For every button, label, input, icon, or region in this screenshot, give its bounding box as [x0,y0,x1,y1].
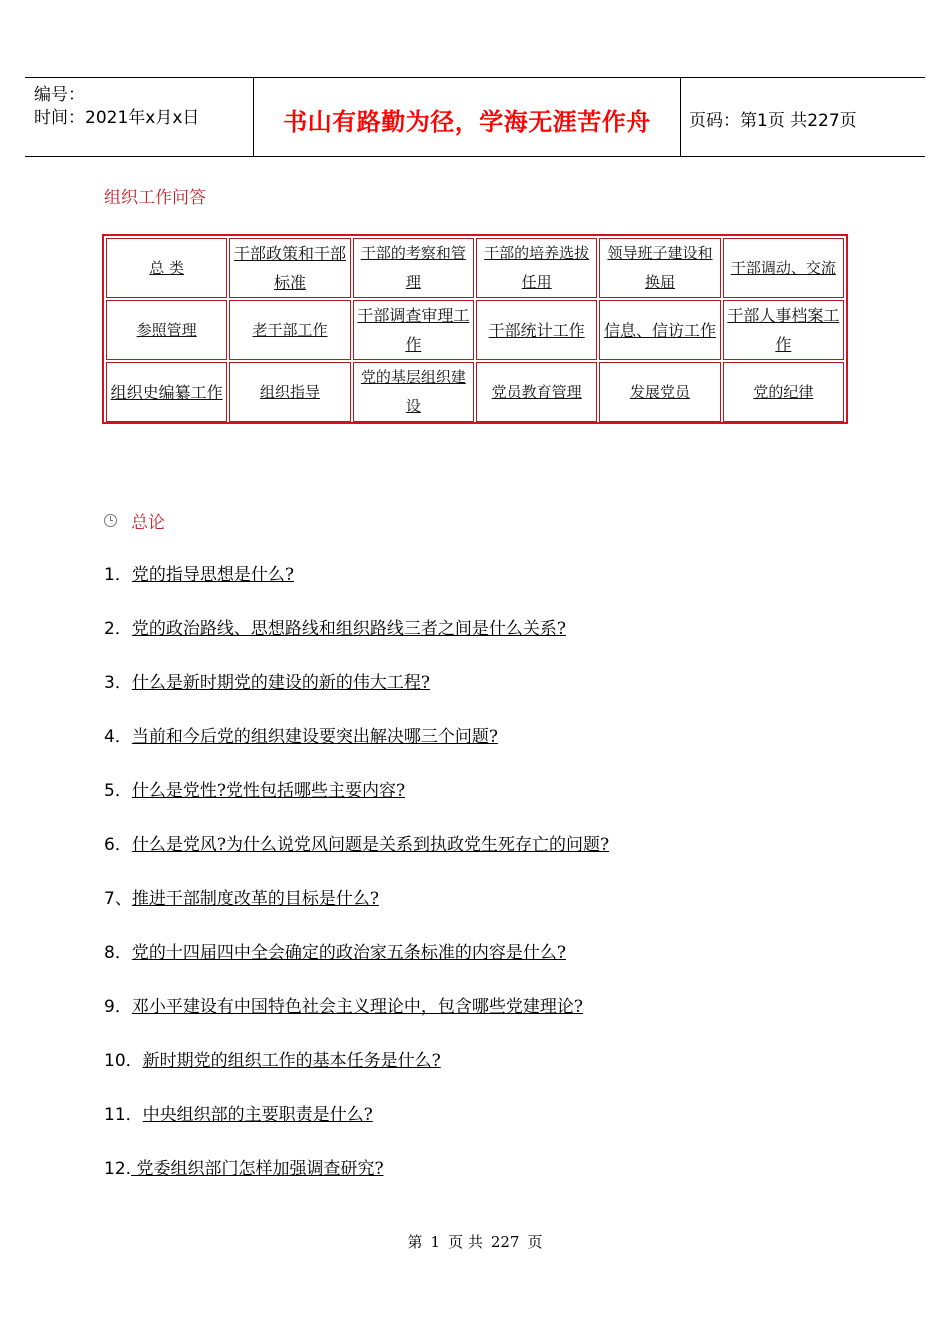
footer-total-pages: 227 [490,1233,520,1251]
question-item[interactable] [104,722,864,776]
category-cell[interactable] [599,300,720,360]
category-link[interactable]: 党的基层组织建设 [360,368,466,415]
footer-suffix: 页 [527,1233,543,1251]
category-link[interactable]: 参照管理 [136,320,197,339]
header-page-cell [680,78,925,156]
category-grid [106,238,844,420]
category-link[interactable]: 党员教育管理 [491,382,582,401]
question-number: 6． [104,835,132,855]
category-link[interactable]: 组织指导 [259,382,320,401]
question-number: 10． [104,1051,143,1071]
footer-prefix: 第 [407,1233,423,1251]
question-item[interactable] [104,776,864,830]
section-title: 总论 [131,513,165,533]
category-cell[interactable] [353,300,474,360]
motto: 书山有路勤为径，学海无涯苦作舟 [283,108,651,136]
category-cell[interactable] [229,238,350,298]
question-item[interactable] [104,1154,864,1208]
category-cell[interactable] [723,238,844,298]
question-number: 8． [104,943,132,963]
category-cell[interactable] [476,300,597,360]
category-link[interactable]: 干部统计工作 [488,320,585,340]
question-item[interactable] [104,884,864,938]
question-link[interactable]: 党委组织部门怎样加强调查研究? [131,1159,384,1179]
question-link[interactable]: 推进干部制度改革的目标是什么? [131,889,379,909]
question-number: 3． [104,673,132,693]
question-number: 1． [104,565,132,585]
category-link[interactable]: 干部调动、交流 [730,258,836,277]
clock-icon [104,514,117,527]
question-item[interactable] [104,992,864,1046]
category-link[interactable]: 领导班子建设和换届 [607,244,713,291]
question-item[interactable] [104,614,864,668]
question-item[interactable] [104,560,864,614]
section-heading [104,508,165,533]
date-line: 时间：2021年x月x日 [34,108,200,128]
category-link[interactable]: 干部政策和干部标准 [233,244,346,292]
question-item[interactable] [104,938,864,992]
question-number: 4． [104,727,132,747]
question-number: 2． [104,619,132,639]
question-number: 11． [104,1105,143,1125]
category-table [102,234,848,424]
category-cell[interactable] [106,238,227,298]
category-cell[interactable] [476,362,597,422]
category-cell[interactable] [229,362,350,422]
question-item[interactable] [104,830,864,884]
category-cell[interactable] [599,238,720,298]
question-link[interactable]: 什么是新时期党的建设的新的伟大工程? [131,673,430,693]
question-number: 12. [104,1159,132,1179]
category-link[interactable]: 发展党员 [629,382,690,401]
category-link[interactable]: 干部的考察和管理 [360,244,466,291]
category-link[interactable]: 老干部工作 [252,320,328,339]
footer-page-number: 1 [430,1233,441,1251]
category-link[interactable]: 干部人事档案工作 [727,306,840,354]
question-item[interactable] [104,1046,864,1100]
question-link[interactable]: 什么是党性?党性包括哪些主要内容? [131,781,406,801]
question-link[interactable]: 中央组织部的主要职责是什么? [142,1105,373,1125]
question-number: 9． [104,997,132,1017]
question-item[interactable] [104,1100,864,1154]
question-list [104,560,864,1208]
header-motto-cell [253,78,681,156]
question-link[interactable]: 党的十四届四中全会确定的政治家五条标准的内容是什么? [131,943,566,963]
category-link[interactable]: 干部调查审理工作 [357,306,470,354]
category-link[interactable]: 组织史编纂工作 [110,382,223,402]
header-left-cell [25,78,253,156]
question-link[interactable]: 当前和今后党的组织建设要突出解决哪三个问题? [131,727,498,747]
category-link[interactable]: 党的纪律 [753,382,814,401]
category-link[interactable]: 总 类 [149,258,185,277]
category-cell[interactable] [229,300,350,360]
question-link[interactable]: 党的政治路线、思想路线和组织路线三者之间是什么关系? [131,619,566,639]
question-link[interactable]: 邓小平建设有中国特色社会主义理论中，包含哪些党建理论? [131,997,583,1017]
page-header [25,77,925,157]
question-number: 7、 [104,889,132,909]
question-link[interactable]: 什么是党风?为什么说党风问题是关系到执政党生死存亡的问题? [131,835,610,855]
page-info: 页码：第1页 共227页 [689,111,857,131]
number-label: 编号： [34,85,85,105]
category-cell[interactable] [353,362,474,422]
question-number: 5． [104,781,132,801]
question-link[interactable]: 党的指导思想是什么? [131,565,294,585]
document-title: 组织工作问答 [104,188,206,208]
category-cell[interactable] [723,362,844,422]
category-link[interactable]: 干部的培养选拔任用 [484,244,590,291]
question-item[interactable] [104,668,864,722]
category-cell[interactable] [106,300,227,360]
category-cell[interactable] [476,238,597,298]
page-footer [0,1231,950,1252]
category-cell[interactable] [106,362,227,422]
category-cell[interactable] [599,362,720,422]
category-cell[interactable] [723,300,844,360]
category-cell[interactable] [353,238,474,298]
question-link[interactable]: 新时期党的组织工作的基本任务是什么? [142,1051,441,1071]
footer-middle: 页 共 [448,1233,483,1251]
category-link[interactable]: 信息、信访工作 [603,320,716,340]
